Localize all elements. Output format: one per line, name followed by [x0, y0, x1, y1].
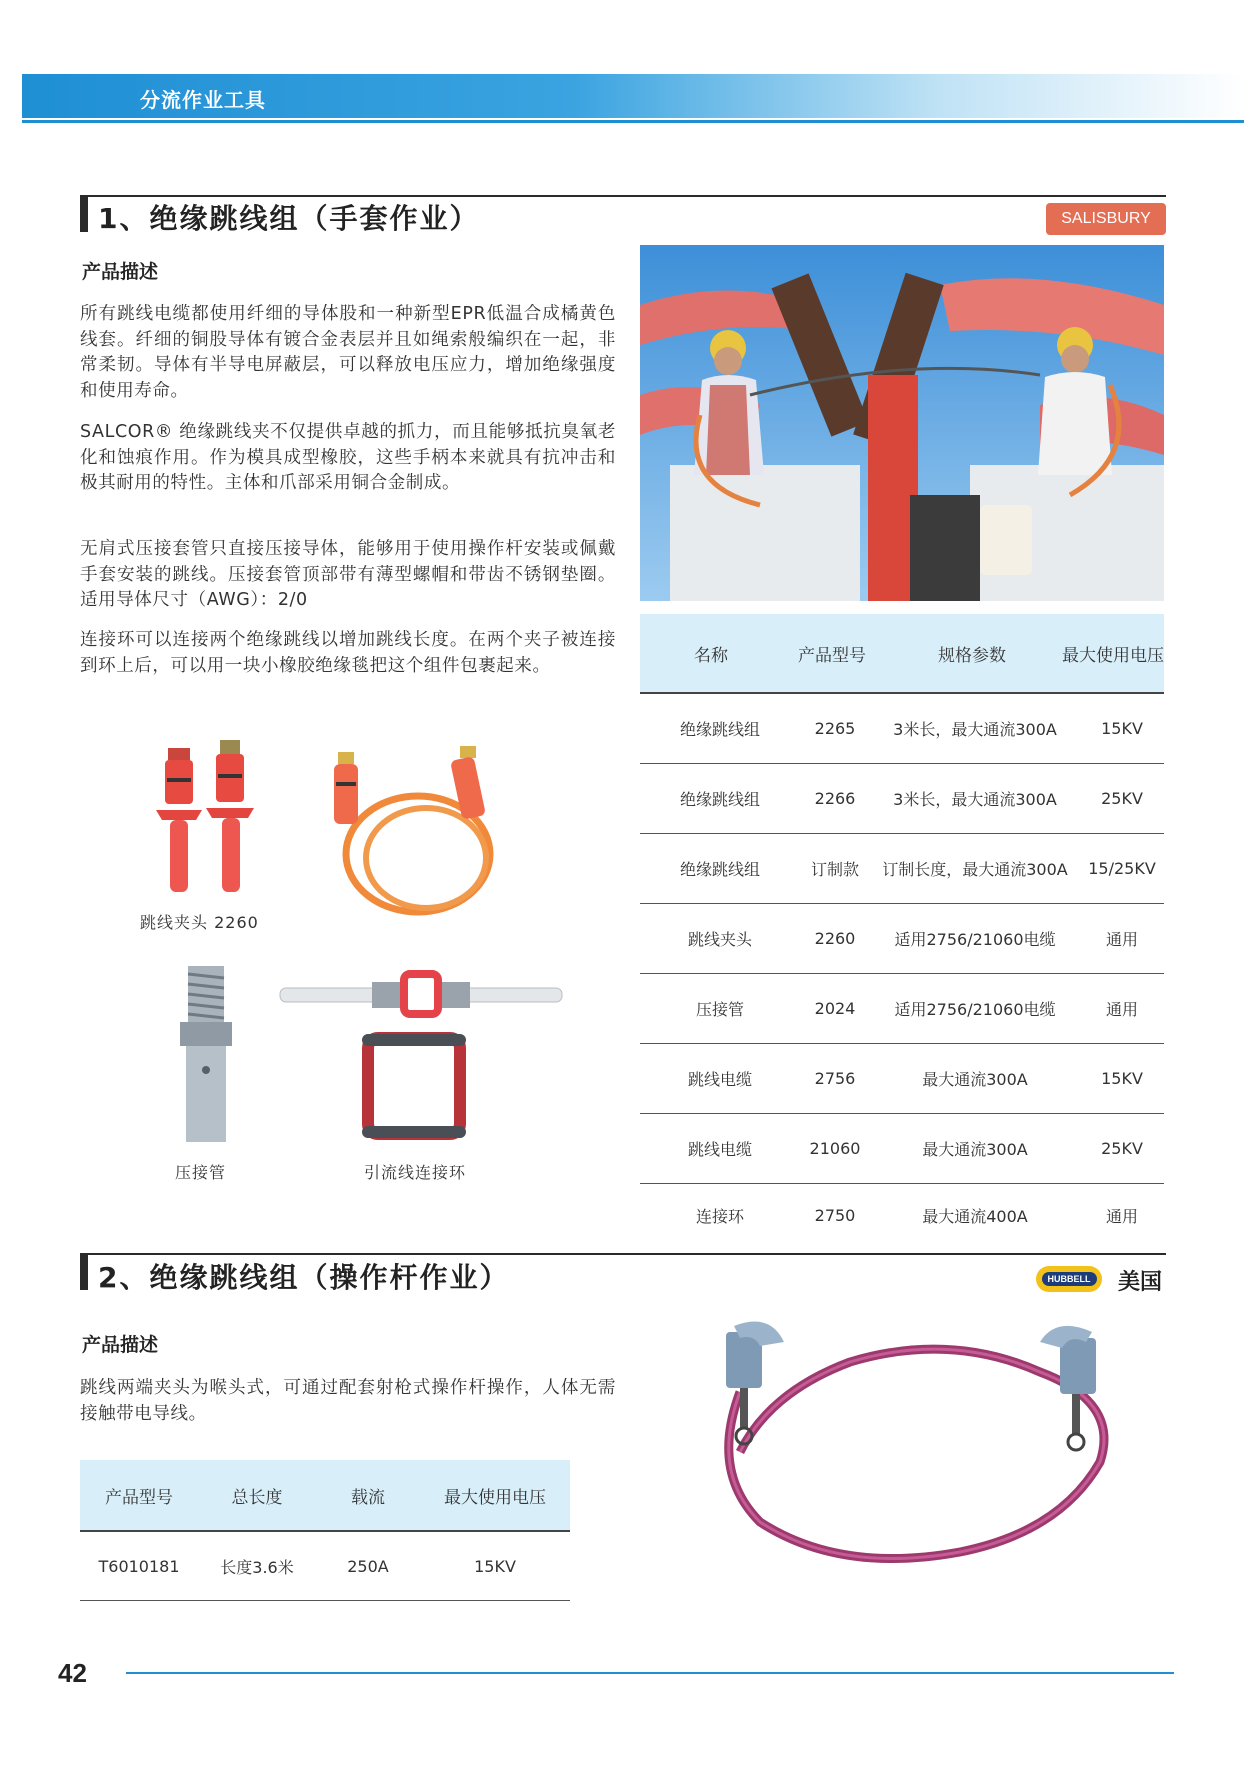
cell-model: 2265 [814, 719, 856, 738]
cell-voltage: 15KV [474, 1556, 516, 1576]
connecting-ring-image [276, 964, 566, 1144]
footer-rule [126, 1672, 1174, 1674]
header-length: 总长度 [231, 1487, 283, 1508]
cell-length: 长度3.6米 [220, 1557, 294, 1577]
category-title: 分流作业工具 [140, 88, 266, 112]
section1-marker [80, 196, 88, 232]
header-voltage: 最大使用电压 [1062, 645, 1164, 666]
cell-model: 21060 [809, 1139, 861, 1158]
cell-model: 2756 [814, 1069, 856, 1088]
cell-model: 2750 [814, 1205, 856, 1225]
cell-voltage: 通用 [1105, 1206, 1138, 1226]
cell-name: 绝缘跳线组 [679, 860, 760, 879]
compression-sleeve-image [176, 966, 236, 1142]
cell-voltage: 15KV [1101, 719, 1143, 738]
cell-voltage: 25KV [1101, 789, 1143, 808]
section2-spec-table [80, 1460, 570, 1601]
cell-voltage: 15KV [1101, 1069, 1143, 1088]
section2-desc-heading: 产品描述 [82, 1334, 159, 1356]
section2-paragraph: 跳线两端夹头为喉头式，可通过配套射枪式操作杆操作，人体无需接触带电导线。 [80, 1378, 616, 1424]
cell-voltage: 通用 [1105, 930, 1138, 949]
hubbell-logo-text: HUBBELL [1042, 1272, 1097, 1286]
salisbury-brand-badge: SALISBURY [1046, 203, 1166, 235]
cell-current: 250A [347, 1556, 389, 1576]
section1-paragraph-4: 连接环可以连接两个绝缘跳线以增加跳线长度。在两个夹子被连接到环上后，可以用一块小橡胶绝缘毯把这个组件包裹起来。 [80, 630, 616, 676]
cell-spec: 订制长度，最大通流300A [882, 860, 1068, 879]
table-row [640, 1044, 1164, 1114]
cell-spec: 最大通流400A [922, 1206, 1028, 1226]
cell-spec: 最大通流300A [922, 1070, 1028, 1089]
cell-spec: 3米长，最大通流300A [893, 720, 1057, 739]
cell-voltage: 通用 [1105, 1000, 1138, 1019]
section2-rule [80, 1253, 1166, 1255]
section2-marker [80, 1254, 88, 1290]
header-model: 产品型号 [105, 1487, 173, 1508]
section1-paragraph-3: 无肩式压接套管只直接压接导体，能够用于使用操作杆安装或佩戴手套安装的跳线。压接套管顶部带有薄型螺帽和带齿不锈钢垫圈。适用导体尺寸（AWG）：2/0 [80, 539, 616, 610]
table-header-row [80, 1460, 570, 1532]
cell-name: 压接管 [695, 1000, 744, 1019]
cell-model: 2024 [814, 999, 856, 1018]
header-rule [22, 120, 1244, 123]
table-row [640, 904, 1164, 974]
linemen-work-photo [640, 245, 1164, 601]
section1-title: 1、绝缘跳线组（手套作业） [98, 202, 480, 235]
section1-paragraph-2: SALCOR® 绝缘跳线夹不仅提供卓越的抓力，而且能够抵抗臭氧老化和蚀痕作用。作为模具成型橡胶，这些手柄本来就具有抗冲击和极其耐用的特性。主体和爪部采用铜合金制成。 [80, 422, 616, 493]
cell-spec: 适用2756/21060电缆 [894, 930, 1056, 949]
table-row [640, 694, 1164, 764]
cell-model: T6010181 [98, 1556, 180, 1576]
section1-desc-heading: 产品描述 [82, 261, 159, 283]
clamp-caption: 跳线夹头 2260 [140, 913, 259, 932]
page-number: 42 [58, 1658, 87, 1688]
header-model: 产品型号 [798, 645, 866, 666]
table-row [640, 1184, 1164, 1246]
cell-name: 跳线电缆 [687, 1140, 752, 1159]
cell-voltage: 15/25KV [1088, 859, 1156, 878]
section1-paragraph-1: 所有跳线电缆都使用纤细的导体股和一种新型EPR低温合成橘黄色线套。纤细的铜股导体有镀合金表层并且如绳索般编织在一起，非常柔韧。导体有半导电屏蔽层，可以释放电压应力，增加绝缘强度和使用寿命。 [80, 304, 616, 401]
cell-name: 跳线电缆 [687, 1070, 752, 1089]
section1-spec-table [640, 614, 1164, 1246]
cell-name: 绝缘跳线组 [679, 720, 760, 739]
header-voltage: 最大使用电压 [444, 1487, 546, 1508]
hubbell-logo [1036, 1266, 1102, 1292]
table-header-row [640, 614, 1164, 694]
clamp-handles-image [140, 740, 260, 900]
cell-name: 绝缘跳线组 [679, 790, 760, 809]
hotstick-jumper-image [700, 1312, 1120, 1574]
cell-name: 跳线夹头 [687, 930, 752, 949]
cell-spec: 适用2756/21060电缆 [894, 1000, 1056, 1019]
table-row [640, 834, 1164, 904]
table-row [640, 974, 1164, 1044]
cell-voltage: 25KV [1101, 1139, 1143, 1158]
country-label: 美国 [1118, 1270, 1163, 1295]
orange-jumper-cable-image [318, 742, 528, 926]
header-name: 名称 [694, 645, 728, 666]
section2-title: 2、绝缘跳线组（操作杆作业） [98, 1261, 510, 1294]
cell-spec: 3米长，最大通流300A [893, 790, 1057, 809]
cell-name: 连接环 [695, 1206, 744, 1226]
table-row [640, 1114, 1164, 1184]
header-spec: 规格参数 [938, 645, 1006, 666]
table-row [640, 764, 1164, 834]
cell-spec: 最大通流300A [922, 1140, 1028, 1159]
table-row [80, 1532, 570, 1601]
header-current: 载流 [351, 1487, 385, 1508]
cell-model: 订制款 [810, 860, 859, 879]
ring-caption: 引流线连接环 [364, 1163, 467, 1182]
cell-model: 2260 [814, 929, 856, 948]
sleeve-caption: 压接管 [175, 1163, 227, 1182]
cell-model: 2266 [814, 789, 856, 808]
